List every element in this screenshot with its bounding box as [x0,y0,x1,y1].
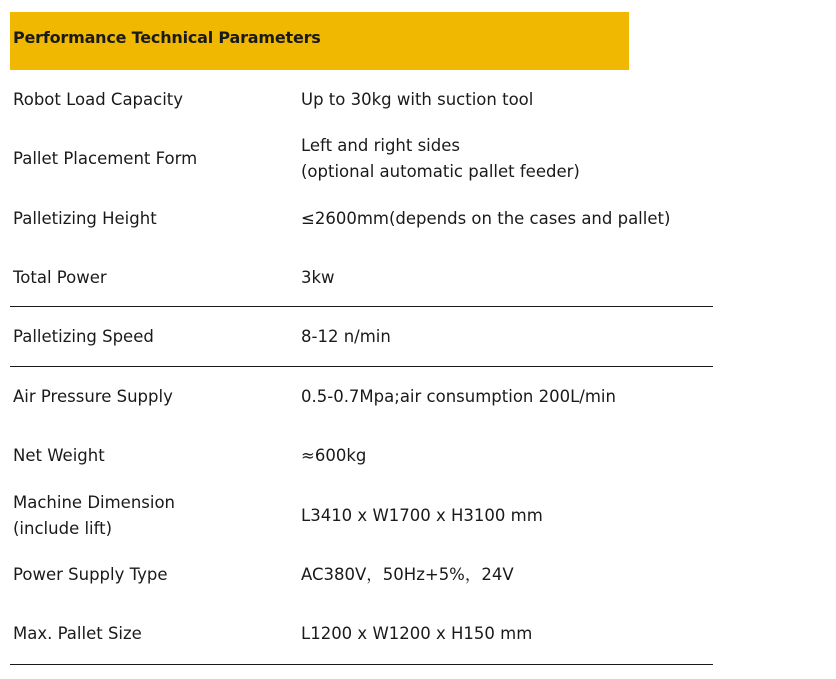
parameter-value-line: 8-12 n/min [301,327,391,346]
parameter-label [13,490,175,542]
parameter-value [301,87,533,113]
parameter-label [13,562,168,588]
parameter-value [301,503,543,529]
row-divider [10,366,713,367]
parameter-label-line: Pallet Placement Form [13,149,198,168]
parameter-label [13,265,107,291]
parameter-value [301,443,366,469]
parameter-value-line: 3kw [301,268,335,287]
parameter-value [301,621,532,647]
parameter-label-line: Max. Pallet Size [13,624,142,643]
parameter-value-line: AC380V，50Hz+5%，24V [301,565,514,584]
parameter-label-line: Power Supply Type [13,565,168,584]
table-title: Performance Technical Parameters [13,28,321,47]
parameter-value-line: Left and right sides [301,136,460,155]
parameter-label-line: Total Power [13,268,107,287]
parameter-label [13,87,183,113]
parameter-label [13,384,173,410]
parameter-value [301,265,335,291]
parameter-label-line: Net Weight [13,446,105,465]
parameter-label [13,443,105,469]
parameter-value [301,133,580,185]
parameter-value-line: L1200 x W1200 x H150 mm [301,624,533,643]
parameter-value-line: L3410 x W1700 x H3100 mm [301,506,543,525]
parameter-value [301,206,670,232]
parameter-label [13,621,142,647]
row-divider [10,306,713,307]
parameter-value-line: ≈600kg [301,446,367,465]
parameter-label-line: (include lift) [13,519,113,538]
parameter-value [301,384,616,410]
table-bottom-border [10,664,713,665]
parameter-value-line: Up to 30kg with suction tool [301,90,534,109]
parameter-label-line: Palletizing Height [13,209,157,228]
parameter-value [301,562,514,588]
parameter-label [13,324,154,350]
parameter-label-line: Palletizing Speed [13,327,154,346]
parameter-label-line: Air Pressure Supply [13,387,173,406]
parameter-value [301,324,391,350]
parameter-value-line: ≤2600mm(depends on the cases and pallet) [301,209,671,228]
parameter-value-line: 0.5-0.7Mpa;air consumption 200L/min [301,387,616,406]
parameter-label [13,206,157,232]
parameter-label-line: Machine Dimension [13,493,176,512]
parameter-label-line: Robot Load Capacity [13,90,184,109]
parameter-label [13,146,197,172]
parameter-value-line: (optional automatic pallet feeder) [301,162,580,181]
